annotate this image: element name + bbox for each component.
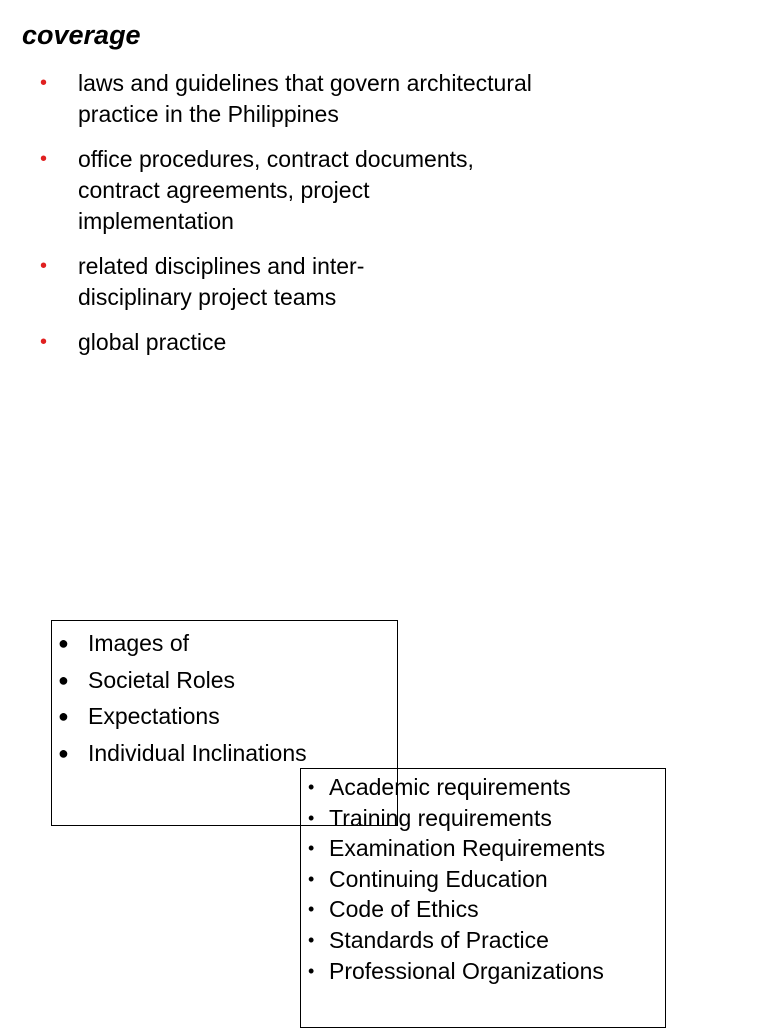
coverage-item xyxy=(0,327,560,358)
coverage-item-text: global practice xyxy=(78,329,227,355)
bullet-icon: • xyxy=(308,929,315,950)
list-item-text: Examination Requirements xyxy=(329,835,606,862)
bullet-icon: • xyxy=(308,807,315,828)
bullet-icon: • xyxy=(40,331,48,353)
list-item-text: Societal Roles xyxy=(88,666,236,693)
list-item-text: Professional Organizations xyxy=(329,957,604,984)
coverage-item-text: related disciplines and inter-disciplinary project teams xyxy=(78,253,365,310)
coverage-item-text: office procedures, contract documents, contract agreements, project implementation xyxy=(78,146,474,234)
bullet-icon: ● xyxy=(58,706,69,727)
bullet-icon: • xyxy=(308,777,315,797)
list-item-text: Academic requirements xyxy=(329,774,571,800)
list-item xyxy=(301,956,665,987)
bullet-icon: • xyxy=(308,899,315,920)
bullet-icon: • xyxy=(40,72,48,94)
list-item xyxy=(301,772,665,803)
coverage-item xyxy=(0,251,408,313)
list-item-text: Training requirements xyxy=(329,804,552,831)
list-item xyxy=(301,864,665,895)
bullet-icon: ● xyxy=(58,743,69,764)
list-item-text: Standards of Practice xyxy=(329,926,549,953)
coverage-list xyxy=(0,68,560,372)
requirements-list xyxy=(301,769,665,986)
bullet-icon: • xyxy=(308,868,315,889)
list-item-text: Images of xyxy=(88,630,189,656)
section-heading: coverage xyxy=(22,20,141,50)
list-item xyxy=(301,803,665,834)
coverage-item-text: laws and guidelines that govern architectural practice in the Philippines xyxy=(78,70,532,127)
list-item xyxy=(52,698,397,735)
roles-list xyxy=(52,621,397,772)
coverage-item xyxy=(0,68,560,130)
bullet-icon: • xyxy=(308,960,315,981)
list-item xyxy=(52,625,397,662)
bullet-icon: ● xyxy=(58,669,69,690)
list-item xyxy=(52,662,397,699)
coverage-item xyxy=(0,144,518,237)
list-item-text: Code of Ethics xyxy=(329,896,479,923)
bullet-icon: • xyxy=(308,838,315,859)
requirements-box xyxy=(300,768,666,1028)
list-item-text: Continuing Education xyxy=(329,865,548,892)
bullet-icon: • xyxy=(40,255,48,277)
bullet-icon: ● xyxy=(58,633,69,653)
list-item xyxy=(52,735,397,772)
list-item xyxy=(301,925,665,956)
list-item xyxy=(301,894,665,925)
list-item-text: Individual Inclinations xyxy=(88,740,307,767)
list-item-text: Expectations xyxy=(88,703,220,730)
list-item xyxy=(301,833,665,864)
bullet-icon: • xyxy=(40,148,48,170)
